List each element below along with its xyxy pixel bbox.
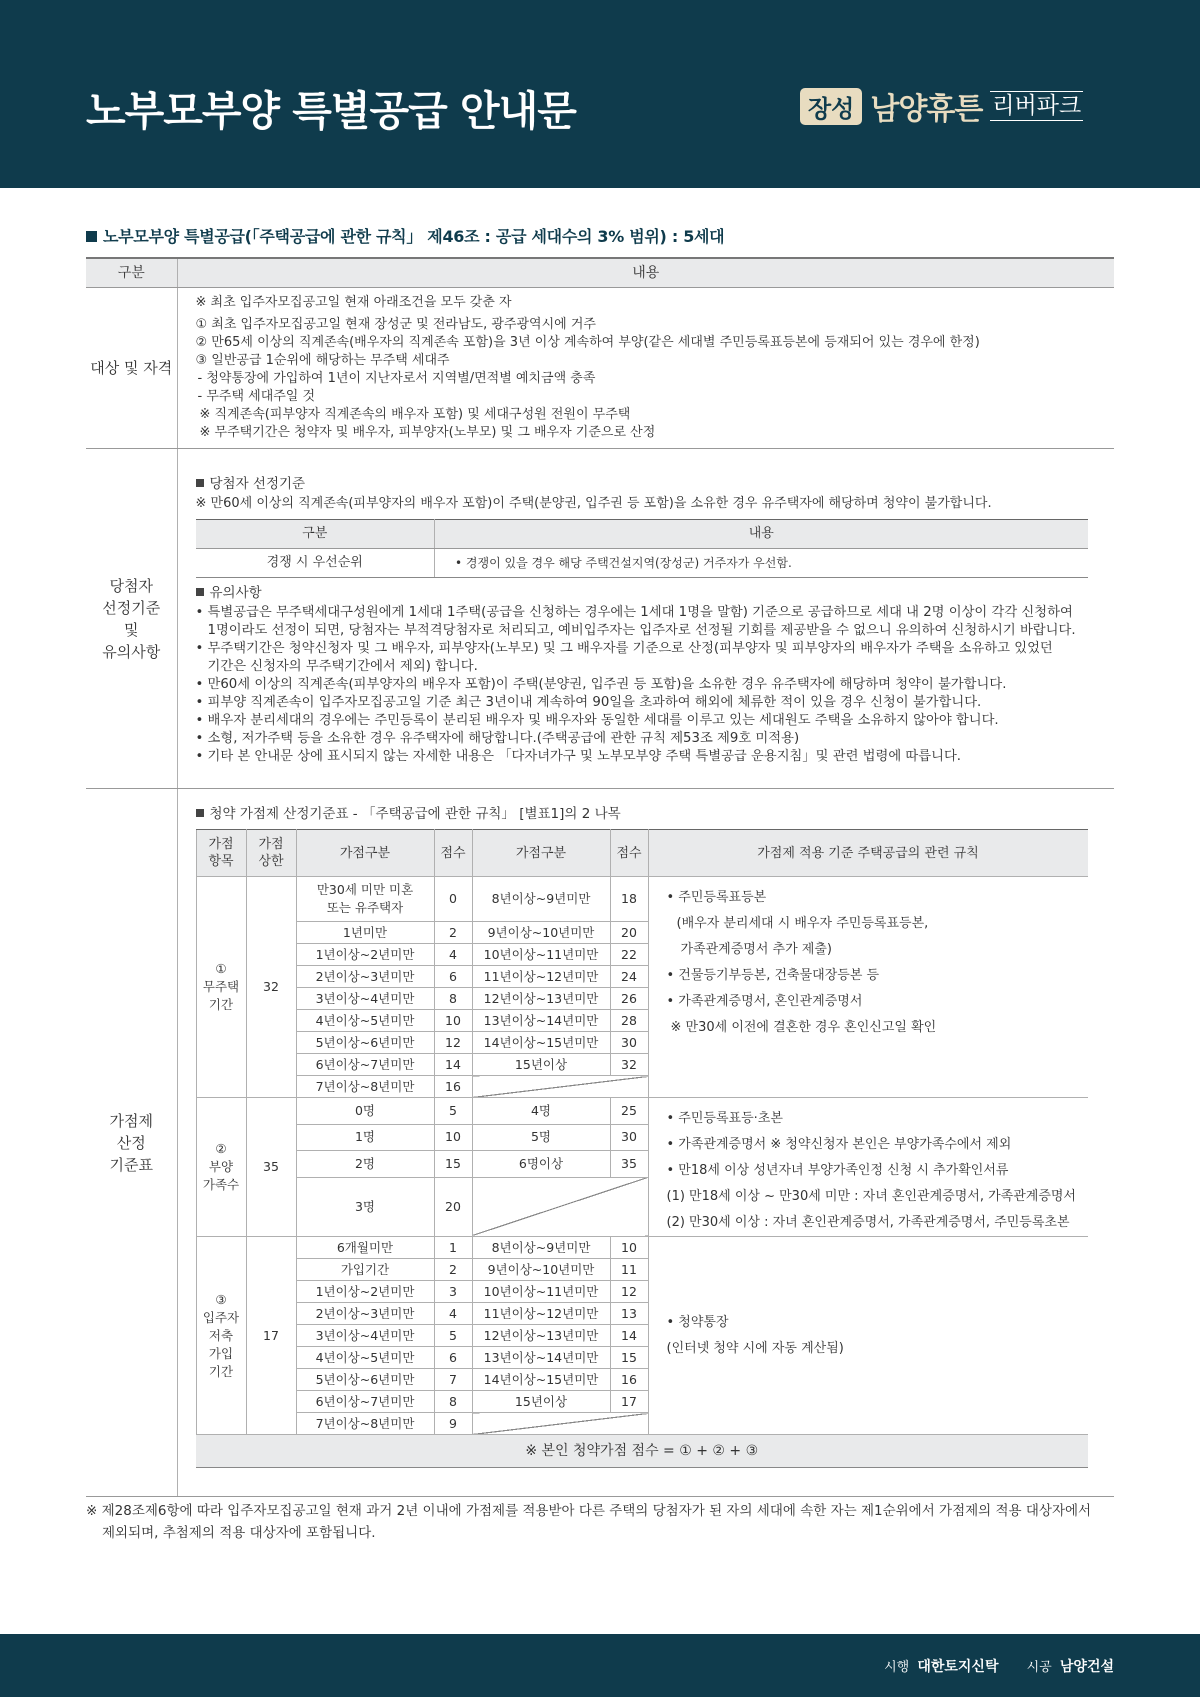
score-range: 11년이상~12년미만 [472, 966, 610, 988]
eligibility-row [86, 288, 1114, 449]
score-points: 3 [434, 1281, 472, 1303]
score-row-item [196, 1237, 1088, 1259]
score-points: 8 [434, 1391, 472, 1413]
score-points: 35 [610, 1151, 648, 1178]
score-range: 13년이상~14년미만 [472, 1347, 610, 1369]
score-item-name: ① 무주택 기간 [196, 877, 246, 1098]
score-label-line: 기준표 [109, 1155, 153, 1174]
criteria-table [196, 519, 1088, 578]
score-points: 30 [610, 1124, 648, 1151]
selection-label-line: 유의사항 [102, 642, 161, 661]
score-range: 1년이상~2년미만 [296, 944, 434, 966]
selection-label-line: 및 [124, 620, 139, 639]
score-range: 5명 [472, 1124, 610, 1151]
score-points: 22 [610, 944, 648, 966]
score-points: 1 [434, 1237, 472, 1259]
score-range: 0명 [296, 1098, 434, 1125]
build-name: 남양건설 [1059, 1659, 1114, 1675]
selection-label-line: 당첨자 [109, 576, 153, 595]
score-points: 17 [610, 1391, 648, 1413]
score-points: 28 [610, 1010, 648, 1032]
score-range: 2년이상~3년미만 [296, 1303, 434, 1325]
eligibility-line: ① 최초 입주자모집공고일 현재 장성군 및 전라남도, 광주광역시에 거주 [195, 317, 596, 332]
score-total: ※ 본인 청약가점 점수 = ① + ② + ③ [196, 1435, 1088, 1468]
criteria-category: 경쟁 시 우선순위 [196, 549, 435, 578]
score-range: 1년미만 [296, 922, 434, 944]
score-range: 7년이상~8년미만 [296, 1413, 434, 1435]
square-bullet-icon [196, 588, 204, 596]
score-range: 12년이상~13년미만 [472, 1325, 610, 1347]
score-table-title: 청약 가점제 산정기준표 - 「주택공급에 관한 규칙」 [별표1]의 2 나목 [196, 805, 1115, 823]
brand-name: 남양휴튼 [870, 92, 983, 127]
score-points: 13 [610, 1303, 648, 1325]
criteria-title: 당첨자 선정기준 [196, 475, 1115, 493]
brand-badge: 장성 [800, 88, 862, 125]
score-header: 가점 상한 [246, 830, 296, 877]
score-points: 26 [610, 988, 648, 1010]
exec-name: 대한토지신탁 [917, 1659, 999, 1675]
score-points: 24 [610, 966, 648, 988]
score-range: 15년이상 [472, 1054, 610, 1076]
score-range: 9년이상~10년미만 [472, 1259, 610, 1281]
score-range: 6년이상~7년미만 [296, 1054, 434, 1076]
score-points: 25 [610, 1098, 648, 1125]
score-rules [648, 1098, 1088, 1237]
caution-item: 기간은 신청자의 무주택기간에서 제외) 합니다. [207, 659, 478, 674]
selection-label [86, 449, 177, 789]
score-points: 6 [434, 966, 472, 988]
caution-item: • 기타 본 안내문 상에 표시되지 않는 자세한 내용은 「다자녀가구 및 노부모부양 주택 특별공급 운용지침」및 관련 법령에 따릅니다. [196, 748, 1115, 766]
score-points: 10 [434, 1124, 472, 1151]
score-range: 5년이상~6년미만 [296, 1032, 434, 1054]
empty-diagonal-cell [472, 1076, 648, 1098]
score-range: 3명 [296, 1177, 434, 1236]
score-points: 30 [610, 1032, 648, 1054]
page-title: 노부모부양 특별공급 안내문 [86, 87, 576, 135]
score-range: 가입기간 [296, 1259, 434, 1281]
eligibility-line: ※ 직계존속(피부양자 직계존속의 배우자 포함) 및 세대구성원 전원이 무주택 [199, 407, 631, 422]
main-table [86, 257, 1114, 1497]
score-label-line: 산정 [116, 1133, 146, 1152]
score-range: 6개월미만 [296, 1237, 434, 1259]
score-label [86, 789, 177, 1497]
score-points: 4 [434, 944, 472, 966]
score-header: 가점제 적용 기준 주택공급의 관련 규칙 [648, 830, 1088, 877]
empty-diagonal-cell [472, 1413, 648, 1435]
score-range: 4년이상~5년미만 [296, 1010, 434, 1032]
score-total-row [196, 1435, 1088, 1468]
score-range: 만30세 미만 미혼 또는 유주택자 [296, 877, 434, 922]
brand-logo [800, 86, 1083, 126]
score-rule-line: (배우자 분리세대 시 배우자 주민등록표등본, [676, 916, 929, 931]
score-label-line: 가점제 [109, 1111, 153, 1130]
eligibility-content [178, 288, 1115, 448]
score-points: 5 [434, 1325, 472, 1347]
score-range: 6명이상 [472, 1151, 610, 1178]
caution-item: • 만60세 이상의 직계존속(피부양자의 배우자 포함)이 주택(분양권, 입주권 등 포함)을 소유한 경우 유주택자에 해당하며 청약이 불가합니다. [196, 676, 1115, 694]
score-row-item [196, 877, 1088, 922]
score-range: 5년이상~6년미만 [296, 1369, 434, 1391]
score-range: 2명 [296, 1151, 434, 1178]
criteria-header-content: 내용 [435, 520, 1088, 549]
criteria-content: • 경쟁이 있을 경우 해당 주택건설지역(장성군) 거주자가 우선함. [435, 549, 1088, 578]
score-range: 12년이상~13년미만 [472, 988, 610, 1010]
score-rules [648, 1237, 1088, 1435]
score-range: 7년이상~8년미만 [296, 1076, 434, 1098]
score-range: 1년이상~2년미만 [296, 1281, 434, 1303]
score-points: 0 [434, 877, 472, 922]
score-rule-line: • 건물등기부등본, 건축물대장등본 등 [666, 968, 880, 983]
caution-item: • 소형, 저가주택 등을 소유한 경우 유주택자에 해당합니다.(주택공급에 관한 규칙 제53조 제9호 미적용) [196, 730, 1115, 748]
cautions-title: 유의사항 [196, 584, 1115, 602]
score-points: 2 [434, 922, 472, 944]
score-points: 12 [610, 1281, 648, 1303]
score-rule-line: • 만18세 이상 성년자녀 부양가족인정 신청 시 추가확인서류 [666, 1163, 1009, 1178]
score-points: 16 [434, 1076, 472, 1098]
caution-item: • 특별공급은 무주택세대구성원에게 1세대 1주택(공급을 신청하는 경우에는 1세대 1명을 말함) 기준으로 공급하므로 세대 내 2명 이상이 각각 신청하여 [196, 604, 1115, 622]
square-bullet-icon [196, 809, 204, 817]
score-points: 14 [434, 1054, 472, 1076]
score-points: 5 [434, 1098, 472, 1125]
empty-diagonal-cell [472, 1177, 648, 1236]
score-rules [648, 877, 1088, 1098]
header-col-content: 내용 [177, 258, 1114, 288]
score-range: 14년이상~15년미만 [472, 1032, 610, 1054]
score-header: 점수 [434, 830, 472, 877]
caution-item: • 무주택기간은 청약신청자 및 그 배우자, 피부양자(노부모) 및 그 배우자를 기준으로 산정(피부양자 및 피부양자의 배우자가 주택을 소유하고 있었던 [196, 640, 1115, 658]
score-row-item [196, 1098, 1088, 1125]
score-range: 10년이상~11년미만 [472, 944, 610, 966]
footnote: ※ 제28조제6항에 따라 입주자모집공고일 현재 과거 2년 이내에 가점제를 적용받아 다른 주택의 당첨자가 된 자의 세대에 속한 자는 제1순위에서 가점제의 적용 대상자에서 제외되며, 추첨제의 적용 대상자에 포함됩니다. [86, 1503, 1092, 1541]
score-range: 15년이상 [472, 1391, 610, 1413]
build-label: 시공 [1026, 1660, 1052, 1675]
eligibility-line: ※ 무주택기간은 청약자 및 배우자, 피부양자(노부모) 및 그 배우자 기준으로 산정 [199, 425, 656, 440]
score-row [86, 789, 1114, 1497]
score-range: 4년이상~5년미만 [296, 1347, 434, 1369]
cautions-list [196, 604, 1115, 766]
score-range: 1명 [296, 1124, 434, 1151]
score-item-limit: 17 [246, 1237, 296, 1435]
score-rule-line: ※ 만30세 이전에 결혼한 경우 혼인신고일 확인 [670, 1020, 937, 1035]
score-rule-line: • 주민등록표등·초본 [666, 1111, 783, 1126]
score-table [196, 829, 1088, 1468]
score-range: 8년이상~9년미만 [472, 1237, 610, 1259]
score-range: 14년이상~15년미만 [472, 1369, 610, 1391]
score-points: 16 [610, 1369, 648, 1391]
score-rule-line: • 가족관계증명서 ※ 청약신청자 본인은 부양가족수에서 제외 [666, 1137, 1012, 1152]
eligibility-line: - 무주택 세대주일 것 [197, 389, 316, 404]
caution-item: • 피부양 직계존속이 입주자모집공고일 기준 최근 3년이내 계속하여 90일을 초과하여 해외에 체류한 적이 있을 경우 신청이 불가합니다. [196, 694, 1115, 712]
score-range: 8년이상~9년미만 [472, 877, 610, 922]
score-header: 가점구분 [296, 830, 434, 877]
eligibility-label: 대상 및 자격 [86, 288, 177, 449]
eligibility-line: ③ 일반공급 1순위에 해당하는 무주택 세대주 [195, 353, 450, 368]
score-points: 11 [610, 1259, 648, 1281]
score-points: 32 [610, 1054, 648, 1076]
square-bullet-icon [196, 479, 204, 487]
score-rule-line: (인터넷 청약 시에 자동 계산됨) [666, 1340, 844, 1356]
caution-item: 1명이라도 선정이 되면, 당첨자는 부적격당첨자로 처리되고, 예비입주자는 입주자로 선정될 기회를 제공받을 수 없으니 유의하여 신청하시기 바랍니다. [207, 623, 1076, 638]
score-rule-line: • 청약통장 [666, 1314, 729, 1330]
score-item-name: ③ 입주자 저축 가입 기간 [196, 1237, 246, 1435]
square-bullet-icon [86, 231, 97, 242]
score-range: 13년이상~14년미만 [472, 1010, 610, 1032]
eligibility-line: - 청약통장에 가입하여 1년이 지난자로서 지역별/면적별 예치금액 충족 [197, 371, 596, 386]
score-points: 10 [610, 1237, 648, 1259]
score-points: 14 [610, 1325, 648, 1347]
score-rule-line: (1) 만18세 이상 ~ 만30세 미만 : 자녀 혼인관계증명서, 가족관계증명서 [666, 1189, 1076, 1204]
score-range: 3년이상~4년미만 [296, 1325, 434, 1347]
score-rule-line: • 주민등록표등본 [666, 890, 767, 905]
score-header: 가점구분 [472, 830, 610, 877]
score-header: 점수 [610, 830, 648, 877]
header-col-category: 구분 [86, 258, 177, 288]
criteria-header-category: 구분 [196, 520, 435, 549]
score-rule-line: • 가족관계증명서, 혼인관계증명서 [666, 994, 863, 1009]
score-points: 7 [434, 1369, 472, 1391]
exec-label: 시행 [884, 1660, 910, 1675]
selection-label-line: 선정기준 [102, 598, 161, 617]
criteria-note: ※ 만60세 이상의 직계존속(피부양자의 배우자 포함)이 주택(분양권, 입주권 등 포함)을 소유한 경우 유주택자에 해당하며 청약이 불가합니다. [195, 496, 992, 511]
selection-row [86, 449, 1114, 789]
score-points: 15 [434, 1151, 472, 1178]
score-range: 11년이상~12년미만 [472, 1303, 610, 1325]
score-points: 20 [434, 1177, 472, 1236]
score-range: 9년이상~10년미만 [472, 922, 610, 944]
score-range: 4명 [472, 1098, 610, 1125]
brand-sub: 리버파크 [992, 93, 1082, 119]
score-range: 2년이상~3년미만 [296, 966, 434, 988]
score-rule-line: 가족관계증명서 추가 제출) [680, 942, 832, 957]
footer-bar [0, 1634, 1200, 1697]
section-title: 노부모부양 특별공급(「주택공급에 관한 규칙」 제46조 : 공급 세대수의 3% 범위) : 5세대 [86, 224, 724, 247]
footer-credits [884, 1656, 1114, 1676]
score-points: 20 [610, 922, 648, 944]
score-points: 4 [434, 1303, 472, 1325]
score-range: 3년이상~4년미만 [296, 988, 434, 1010]
score-points: 2 [434, 1259, 472, 1281]
score-points: 6 [434, 1347, 472, 1369]
score-points: 10 [434, 1010, 472, 1032]
score-points: 18 [610, 877, 648, 922]
score-points: 12 [434, 1032, 472, 1054]
score-item-limit: 32 [246, 877, 296, 1098]
score-points: 8 [434, 988, 472, 1010]
score-points: 15 [610, 1347, 648, 1369]
header-banner [0, 0, 1200, 188]
score-item-name: ② 부양 가족수 [196, 1098, 246, 1237]
score-range: 10년이상~11년미만 [472, 1281, 610, 1303]
eligibility-line: ② 만65세 이상의 직계존속(배우자의 직계존속 포함)을 3년 이상 계속하여 부양(같은 세대별 주민등록표등본에 등재되어 있는 경우에 한정) [195, 335, 980, 350]
score-item-limit: 35 [246, 1098, 296, 1237]
score-range: 6년이상~7년미만 [296, 1391, 434, 1413]
score-points: 9 [434, 1413, 472, 1435]
eligibility-line: ※ 최초 입주자모집공고일 현재 아래조건을 모두 갖춘 자 [195, 295, 512, 310]
score-rule-line: (2) 만30세 이상 : 자녀 혼인관계증명서, 가족관계증명서, 주민등록초본 [666, 1215, 1070, 1230]
caution-item: • 배우자 분리세대의 경우에는 주민등록이 분리된 배우자 및 배우자와 동일한 세대를 이루고 있는 세대원도 주택을 소유하지 않아야 합니다. [196, 712, 1115, 730]
score-header: 가점 항목 [196, 830, 246, 877]
